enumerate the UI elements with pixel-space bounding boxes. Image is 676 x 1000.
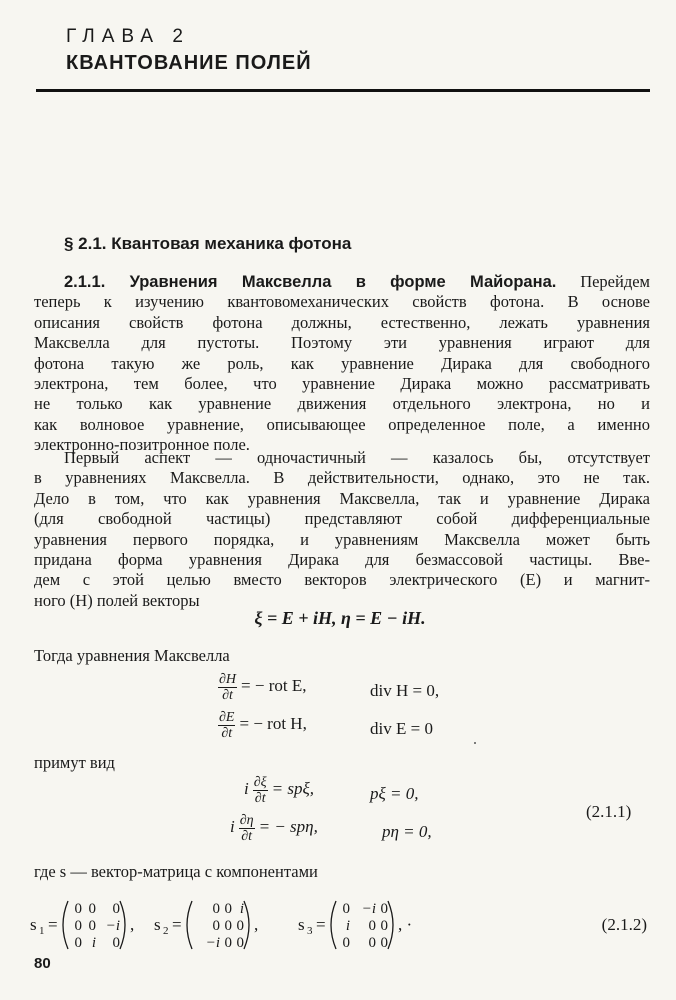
dirac-right-2: pη = 0,	[382, 822, 432, 841]
maxwell-div-1: div H = 0,	[370, 681, 440, 700]
paragraph-1-line: не только как уравнение движения отдельного электрона, но и	[34, 394, 650, 414]
matrix-entry: 0	[224, 901, 232, 917]
matrix-label-subscript: 2	[163, 925, 169, 937]
equals-sign: =	[48, 915, 58, 934]
maxwell-rhs: = − rot H,	[239, 714, 307, 734]
paragraph-2	[34, 448, 650, 611]
dirac-row-1: i $\frac{\partial\xi}{\partial t}$ = spξ,	[244, 775, 315, 806]
maxwell-row-1	[218, 672, 306, 703]
maxwell-row-2	[218, 710, 307, 741]
dirac-row-2: i $\frac{\partial\eta}{\partial t}$ = − spη,	[230, 813, 318, 844]
text-where-s: где s — вектор-матрица с компонентами	[34, 862, 318, 881]
matrix-entry: 0	[342, 935, 350, 951]
matrix-entry: 0	[212, 901, 220, 917]
equation-number-2-1-2: (2.1.2)	[601, 915, 647, 934]
matrix-entry: 0	[236, 918, 244, 934]
matrix-entry: 0	[74, 918, 82, 934]
paragraph-1-line: как волновое уравнение, описывающее определенное поле, а именно	[34, 414, 650, 434]
matrix-entry: i	[239, 901, 244, 917]
paragraph-2-line: уравнения первого порядка, и уравнениям Максвелла может быть	[34, 529, 650, 549]
matrix-entry: 0	[224, 918, 232, 934]
chapter-title: КВАНТОВАНИЕ ПОЛЕЙ	[66, 52, 312, 74]
equals-sign: =	[316, 915, 326, 934]
matrix-entry: 0	[380, 935, 388, 951]
fraction: $\frac{\partial E}{\partial t}$	[219, 710, 235, 741]
matrix-entry: 0	[74, 935, 82, 951]
paragraph-2-line: ного (H) полей векторы	[34, 590, 200, 610]
matrix-entry: −i	[205, 935, 220, 951]
section-title: § 2.1. Квантовая механика фотона	[64, 234, 352, 253]
dirac-right-1: pξ = 0,	[370, 784, 419, 803]
matrix-entry: 0	[88, 918, 96, 934]
matrix-label: s	[30, 915, 37, 934]
chapter-rule	[36, 89, 650, 92]
paragraph-1-line: электрона, тем более, что уравнение Дирака можно рассматривать	[34, 374, 650, 394]
matrix-entry: 0	[224, 935, 232, 951]
paragraph-2-line: Дело в том, что как уравнения Максвелла, так и уравнение Дирака	[34, 488, 650, 508]
print-speck	[474, 742, 476, 744]
matrix-entry: 0	[112, 935, 120, 951]
equation-xi-eta: ξ = E + iH, η = E − iH.	[254, 608, 426, 628]
paragraph-1-line: 2.1.1. Уравнения Максвелла в форме Майорана. Перейдем	[64, 272, 650, 291]
maxwell-rhs: = − rot E,	[241, 676, 307, 696]
paragraph-2-line: в уравнениях Максвелла. В действительности, однако, это не так.	[34, 468, 650, 488]
matrix-entry: −i	[361, 901, 376, 917]
matrix-entry: 0	[236, 935, 244, 951]
matrix-entry: 0	[74, 901, 82, 917]
right-paren	[120, 901, 125, 949]
equation-number-2-1-1: (2.1.1)	[586, 802, 632, 821]
matrix-entry: 0	[342, 901, 350, 917]
matrix-label: s	[298, 915, 305, 934]
chapter-label: ГЛАВА 2	[66, 26, 190, 47]
left-paren	[331, 901, 336, 949]
paragraph-2-line: (для свободной частицы) представляют собой дифференциальные	[34, 509, 650, 529]
left-paren	[63, 901, 68, 949]
matrix-entry: 0	[380, 901, 388, 917]
paragraph-1-line: фотона такую же роль, как уравнение Дирака для свободного	[34, 353, 650, 373]
paragraph-1	[34, 272, 650, 456]
matrix-s1	[30, 901, 134, 951]
matrix-label-subscript: 1	[39, 925, 45, 937]
right-paren	[244, 901, 249, 949]
subsection-heading: 2.1.1. Уравнения Максвелла в форме Майорана.	[64, 273, 557, 291]
paragraph-2-line: придана форма уравнения Дирака для безмассовой частицы. Вве-	[34, 550, 650, 570]
matrix-s2	[154, 901, 258, 951]
fraction: $\frac{\partial\xi}{\partial t}$	[253, 775, 267, 806]
matrix-entry: 0	[380, 918, 388, 934]
matrix-separator: , ·	[398, 915, 413, 934]
matrix-label-subscript: 3	[307, 925, 313, 937]
matrix-entry: 0	[368, 918, 376, 934]
paragraph-1-line: Максвелла для пустоты. Поэтому эти уравнения играют для	[34, 333, 650, 353]
equals-sign: =	[172, 915, 182, 934]
fraction: $\frac{\partial H}{\partial t}$	[219, 672, 237, 703]
page-number: 80	[34, 955, 51, 972]
matrix-separator: ,	[130, 915, 135, 934]
paragraph-1-line: описания свойств фотона должны, естественно, лежать уравнения	[34, 312, 650, 332]
matrix-entry: i	[91, 935, 96, 951]
paragraph-2-line: Первый аспект — одночастичный — казалось бы, отсутствует	[64, 448, 650, 467]
matrix-entry: 0	[368, 935, 376, 951]
matrix-entry: i	[345, 918, 350, 934]
maxwell-div-2: div E = 0	[370, 719, 433, 738]
paragraph-1-line: теперь к изучению квантовомеханических свойств фотона. В основе	[34, 292, 650, 312]
fraction: $\frac{\partial\eta}{\partial t}$	[239, 813, 254, 844]
matrix-separator: ,	[254, 915, 259, 934]
text-then-maxwell: Тогда уравнения Максвелла	[34, 646, 230, 665]
matrix-entry: 0	[212, 918, 220, 934]
right-paren	[388, 901, 393, 949]
matrix-entry: 0	[88, 901, 96, 917]
paragraph-1-line: электронно-позитронное поле.	[34, 435, 250, 455]
matrix-entry: −i	[105, 918, 120, 934]
matrix-entry: 0	[112, 901, 120, 917]
paragraph-2-line: дем с этой целью вместо векторов электрического (E) и магнит-	[34, 570, 650, 590]
left-paren	[187, 901, 192, 949]
matrix-s3	[298, 901, 647, 951]
spin-matrices	[30, 895, 660, 955]
matrix-label: s	[154, 915, 161, 934]
text-take-form: примут вид	[34, 753, 115, 772]
